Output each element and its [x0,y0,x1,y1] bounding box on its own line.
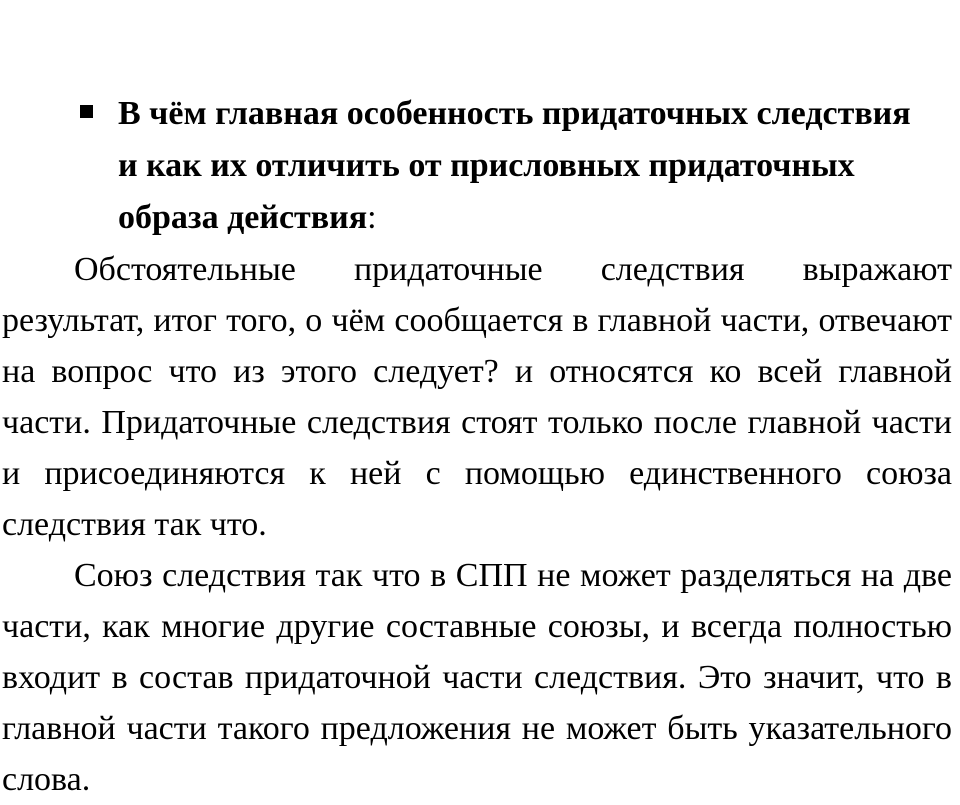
paragraph-1: Обстоятельные придаточные следствия выражают результат, итог того, о чём сообщается в главной части, отвечают на вопрос что из этого следует? и относятся ко всей главной части. Придаточные следствия стоят только после главной части и присоединяются к ней с помощью единственного союза следствия так что. [2,251,952,543]
bullet-square-icon [80,105,93,118]
question-text: В чём главная особенность придаточных следствия и как их отличить от присловных придаточных образа действия [118,95,911,236]
paragraph-2: Союз следствия так что в СПП не может разделяться на две части, как многие другие составные союзы, и всегда полностью входит в состав придаточной части следствия. Это значит, что в главной части такого предложения не может быть указательного слова. [2,557,952,798]
question-colon: : [367,199,377,236]
question-heading [118,88,918,244]
